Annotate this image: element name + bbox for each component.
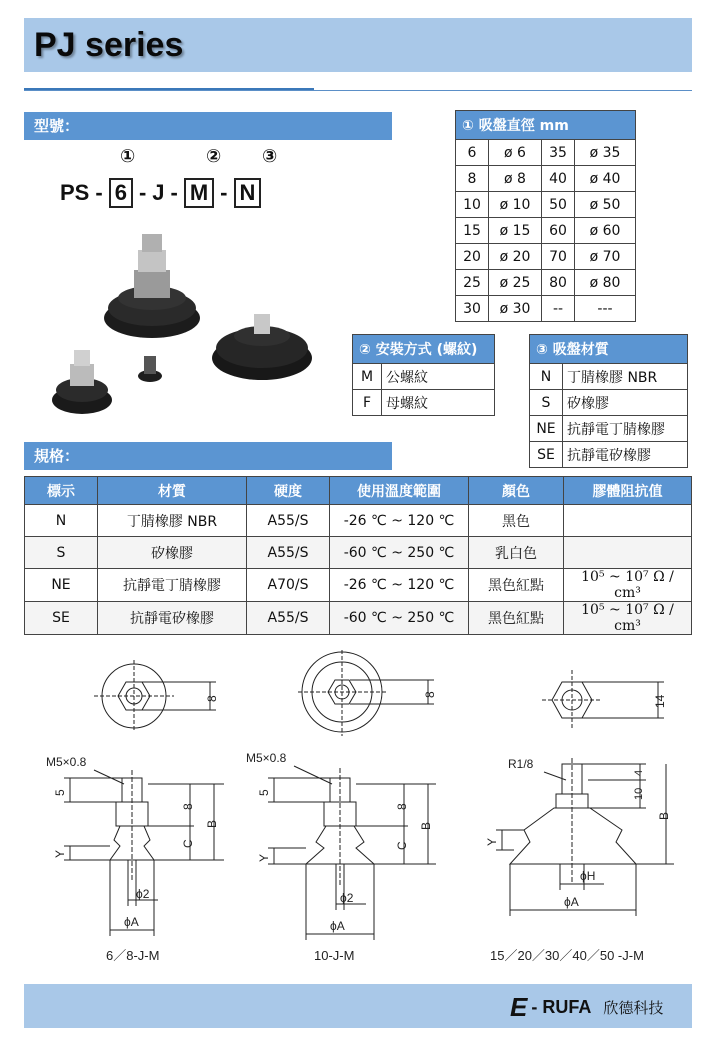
- table-row: [530, 390, 688, 416]
- model-part-material: N: [234, 178, 262, 208]
- material-table-title: ③ 吸盤材質: [530, 335, 688, 364]
- d1-dia: ϕA: [124, 915, 139, 929]
- table-cell: 抗靜電丁腈橡膠: [563, 416, 688, 442]
- model-dash: -: [170, 180, 178, 205]
- table-cell: 乳白色: [469, 537, 564, 569]
- table-cell: 黑色紅點: [469, 569, 564, 602]
- diameter-table: [455, 110, 636, 322]
- table-row: [530, 442, 688, 468]
- d2-dim-y: Y: [257, 853, 271, 862]
- model-part-series: J: [152, 180, 165, 205]
- model-dash: -: [95, 180, 103, 205]
- table-cell: 8: [456, 166, 489, 192]
- model-code: [60, 178, 261, 208]
- table-cell: ø 10: [489, 192, 542, 218]
- table-row: [456, 218, 636, 244]
- d1-hole: ϕ2: [136, 887, 150, 901]
- table-cell: 丁腈橡膠 NBR: [563, 364, 688, 390]
- d3-dim-y: Y: [485, 837, 499, 846]
- d1-dim-c: C: [181, 839, 195, 848]
- header-divider: [24, 90, 692, 91]
- model-dash: -: [138, 180, 147, 205]
- table-cell: S: [530, 390, 563, 416]
- mount-table: [352, 334, 495, 416]
- table-cell: ø 70: [575, 244, 636, 270]
- table-cell: ø 8: [489, 166, 542, 192]
- table-cell: 黑色紅點: [469, 602, 564, 635]
- table-cell: ø 15: [489, 218, 542, 244]
- table-cell: 抗靜電丁腈橡膠: [98, 569, 247, 602]
- page-title: PJ series: [34, 26, 184, 64]
- table-cell: ø 60: [575, 218, 636, 244]
- table-row: [456, 270, 636, 296]
- table-cell: [564, 505, 692, 537]
- d1-dim-y: Y: [53, 849, 67, 858]
- d3-cup: [510, 808, 636, 864]
- d1-dim-b: B: [205, 819, 219, 828]
- table-cell: ø 50: [575, 192, 636, 218]
- spec-header: 使用溫度範圍: [330, 477, 469, 505]
- spec-header: 標示: [25, 477, 98, 505]
- table-cell: ø 6: [489, 140, 542, 166]
- d3-top-dim: 14: [653, 694, 667, 708]
- table-cell: 20: [456, 244, 489, 270]
- d2-dim-8: 8: [395, 803, 409, 810]
- marker-2: ②: [206, 146, 222, 167]
- drawing-3: [485, 670, 674, 963]
- table-cell: ø 40: [575, 166, 636, 192]
- d3-hole: ϕH: [580, 869, 596, 883]
- table-cell: --: [542, 296, 575, 322]
- table-cell: 丁腈橡膠 NBR: [98, 505, 247, 537]
- table-cell: ---: [575, 296, 636, 322]
- diameter-table-title: ① 吸盤直徑 mm: [456, 111, 636, 140]
- d2-hole: ϕ2: [340, 891, 354, 905]
- table-cell: ø 20: [489, 244, 542, 270]
- table-cell: 35: [542, 140, 575, 166]
- marker-3: ③: [262, 146, 278, 167]
- table-cell: ø 25: [489, 270, 542, 296]
- d3-thread: R1/8: [508, 757, 534, 771]
- d2-caption: 10-J-M: [314, 948, 355, 963]
- spec-section-label: 規格：: [24, 442, 392, 470]
- drawing-2: [246, 650, 437, 963]
- model-dash: -: [220, 180, 228, 205]
- table-cell: M: [353, 364, 382, 390]
- marker-1: ①: [120, 146, 136, 167]
- table-cell: -60 ℃ ~ 250 ℃: [330, 537, 469, 569]
- logo-e: E: [510, 992, 528, 1022]
- table-cell: [564, 537, 692, 569]
- table-cell: NE: [530, 416, 563, 442]
- d2-dim-5: 5: [257, 789, 271, 796]
- table-cell: 25: [456, 270, 489, 296]
- table-cell: 15: [456, 218, 489, 244]
- table-cell: ø 35: [575, 140, 636, 166]
- d3-dim-4: 4: [633, 769, 645, 776]
- table-cell: 10: [456, 192, 489, 218]
- technical-drawings: [24, 650, 692, 970]
- table-cell: N: [25, 505, 98, 537]
- table-cell: 矽橡膠: [563, 390, 688, 416]
- d1-dim-5: 5: [53, 789, 67, 796]
- d2-dim-b: B: [419, 821, 433, 830]
- table-cell: 50: [542, 192, 575, 218]
- table-cell: 60: [542, 218, 575, 244]
- model-part-mount: M: [184, 178, 214, 208]
- table-cell: 30: [456, 296, 489, 322]
- table-cell: 70: [542, 244, 575, 270]
- table-cell: 黑色: [469, 505, 564, 537]
- table-row: [530, 364, 688, 390]
- d1-thread: M5×0.8: [46, 755, 87, 769]
- table-row: [353, 364, 495, 390]
- table-row: [25, 537, 692, 569]
- table-cell: A55/S: [247, 537, 330, 569]
- table-row: [456, 244, 636, 270]
- d2-top-dim: 8: [423, 691, 437, 698]
- table-cell: 6: [456, 140, 489, 166]
- d2-thread: M5×0.8: [246, 751, 287, 765]
- table-cell: 公螺紋: [382, 364, 495, 390]
- spec-header: 硬度: [247, 477, 330, 505]
- table-cell: -60 ℃ ~ 250 ℃: [330, 602, 469, 635]
- d2-dia: ϕA: [330, 919, 345, 933]
- table-cell: 10⁵ ~ 10⁷ Ω / cm³: [564, 569, 692, 602]
- table-row: [25, 602, 692, 635]
- product-photo: [40, 228, 340, 428]
- company-logo: [510, 992, 663, 1023]
- d1-caption: 6／8-J-M: [106, 948, 160, 963]
- d3-dim-b: B: [657, 811, 671, 820]
- spec-table: [24, 476, 692, 635]
- table-row: [456, 192, 636, 218]
- table-cell: SE: [25, 602, 98, 635]
- table-cell: 抗靜電矽橡膠: [563, 442, 688, 468]
- table-cell: N: [530, 364, 563, 390]
- company-name: 欣德科技: [603, 999, 664, 1017]
- d1-dim-8: 8: [181, 803, 195, 810]
- table-row: [353, 390, 495, 416]
- table-row: [456, 296, 636, 322]
- table-cell: 母螺紋: [382, 390, 495, 416]
- table-cell: -26 ℃ ~ 120 ℃: [330, 505, 469, 537]
- material-table: [529, 334, 688, 468]
- spec-header: 膠體阻抗值: [564, 477, 692, 505]
- table-row: [456, 140, 636, 166]
- d3-dim-10: 10: [633, 787, 645, 800]
- table-cell: A55/S: [247, 505, 330, 537]
- table-cell: 80: [542, 270, 575, 296]
- spec-header-row: [25, 477, 692, 505]
- drawing-1: [46, 660, 224, 963]
- d3-dia: ϕA: [564, 895, 579, 909]
- logo-rufa: - RUFA: [531, 997, 592, 1017]
- table-cell: F: [353, 390, 382, 416]
- table-cell: -26 ℃ ~ 120 ℃: [330, 569, 469, 602]
- table-cell: A70/S: [247, 569, 330, 602]
- d3-caption: 15／20／30／40／50 -J-M: [490, 948, 644, 963]
- table-row: [25, 569, 692, 602]
- table-row: [25, 505, 692, 537]
- table-cell: NE: [25, 569, 98, 602]
- table-cell: 矽橡膠: [98, 537, 247, 569]
- mount-table-title: ② 安裝方式 (螺紋): [353, 335, 495, 364]
- spec-header: 顏色: [469, 477, 564, 505]
- table-cell: 40: [542, 166, 575, 192]
- model-prefix: PS: [60, 180, 90, 205]
- model-section-label: 型號：: [24, 112, 392, 140]
- table-cell: ø 80: [575, 270, 636, 296]
- model-part-diameter: 6: [109, 178, 133, 208]
- table-cell: 抗靜電矽橡膠: [98, 602, 247, 635]
- table-cell: S: [25, 537, 98, 569]
- d2-dim-c: C: [395, 841, 409, 850]
- table-row: [456, 166, 636, 192]
- table-row: [530, 416, 688, 442]
- table-cell: 10⁵ ~ 10⁷ Ω / cm³: [564, 602, 692, 635]
- spec-header: 材質: [98, 477, 247, 505]
- table-cell: A55/S: [247, 602, 330, 635]
- table-cell: ø 30: [489, 296, 542, 322]
- d1-top-dim: 8: [205, 695, 219, 702]
- table-cell: SE: [530, 442, 563, 468]
